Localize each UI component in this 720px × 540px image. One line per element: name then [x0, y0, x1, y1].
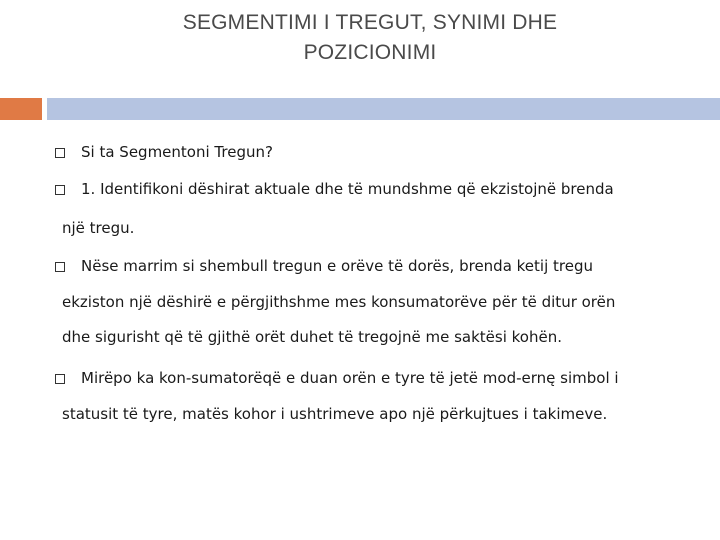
- bullet-text-3-line-3: dhe sigurisht që të gjithë orët duhet të tregojnë me saktësi kohën.: [62, 328, 562, 346]
- square-bullet-icon: [55, 262, 65, 272]
- bullet-text-4-line-1: Mirëpo ka kon-sumatorëqë e duan orën e tyre të jetë mod-ernę simbol i: [81, 369, 619, 387]
- bullet-text-1: Si ta Segmentoni Tregun?: [81, 143, 273, 161]
- bullet-text-2-line-1: 1. Identifikoni dëshirat aktuale dhe të mundshme që ekzistojnë brenda: [81, 180, 614, 198]
- bullet-text-3-line-2: ekziston një dëshirë e përgjithshme mes konsumatorëve për të ditur orën: [62, 293, 616, 311]
- accent-bar-orange: [0, 98, 42, 120]
- accent-bar-blue: [47, 98, 720, 120]
- slide-title-line-1: SEGMENTIMI I TREGUT, SYNIMI DHE: [182, 11, 558, 34]
- square-bullet-icon: [55, 185, 65, 195]
- square-bullet-icon: [55, 374, 65, 384]
- bullet-text-2-line-2: një tregu.: [62, 219, 135, 237]
- slide-title: [80, 8, 660, 68]
- square-bullet-icon: [55, 148, 65, 158]
- slide-title-line-2: POZICIONIMI: [303, 41, 437, 64]
- bullet-text-4-line-2: statusit të tyre, matës kohor i ushtrimeve apo një përkujtues i takimeve.: [62, 405, 608, 423]
- bullet-text-3-line-1: Nëse marrim si shembull tregun e orëve të dorës, brenda ketij tregu: [81, 257, 593, 275]
